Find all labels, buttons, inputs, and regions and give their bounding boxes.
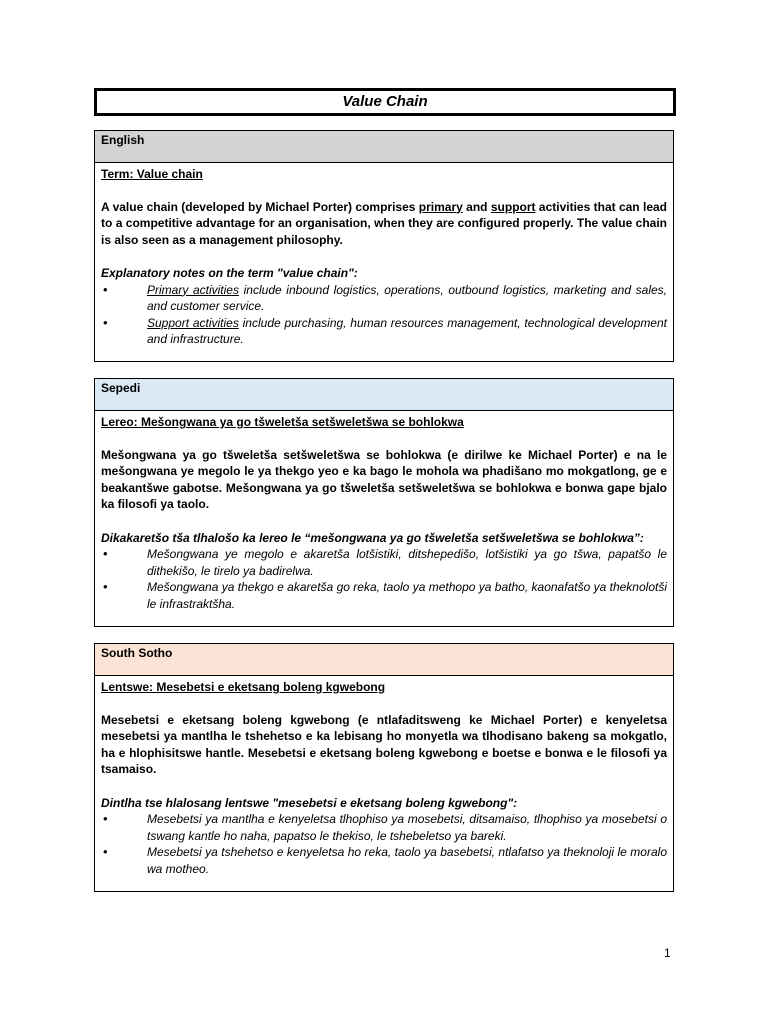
bullet-icon: • — [103, 281, 108, 297]
south-sotho-notes-title: Dintlha tse hlalosang lentswe "mesebetsi e eketsang boleng kgwebong": — [101, 795, 518, 810]
english-header: English — [95, 131, 673, 163]
sepedi-notes-title: Dikakaretšo tša tlhalošo ka lereo le “mešongwana ya go tšweletša setšweletšwa se bohlokwa”: — [101, 530, 644, 545]
bullet-icon: • — [103, 844, 108, 859]
south-sotho-term: Lentswe: Mesebetsi e eketsang boleng kgwebong — [101, 680, 386, 694]
south-sotho-header: South Sotho — [95, 644, 673, 676]
bullet-icon: • — [103, 811, 108, 826]
sepedi-body — [95, 411, 673, 612]
sepedi-header: Sepedi — [95, 379, 673, 411]
sepedi-definition: Mešongwana ya go tšweletša setšweletšwa se bohlokwa (e dirilwe ke Michael Porter) e na le mešongwana ye megolo le ya thekgo yeo e ka bago le mohola wa phadišano mo mokgatlong, ge e beakantšwe gabotse. Mešongwana ya go tšweletša setšweletšwa se bohlokwa e bonwa gape bjalo ka filosofi ya taolo. — [101, 447, 667, 511]
bullet-icon: • — [103, 546, 108, 561]
south-sotho-section — [94, 643, 674, 892]
english-term: Term: Value chain — [101, 167, 203, 181]
list-item: • Mešongwana ye megolo e akaretša lotšistiki, ditshepedišo, lotšistiki ya go tšwa, papatšo le dithekišo, le tirelo ya badirelwa. — [103, 546, 667, 578]
sepedi-section — [94, 378, 674, 627]
english-body — [95, 163, 673, 348]
primary-link-text: primary — [418, 199, 463, 214]
list-item: • Mesebetsi ya mantlha e kenyeletsa tlhophiso ya mosebetsi, ditsamaiso, tlhophiso ya mosebetsi o tswang kantle ho naha, papatso le thekiso, le tshebeletso ya bareki. — [103, 811, 667, 843]
page-number: 1 — [664, 946, 671, 960]
south-sotho-body — [95, 676, 673, 877]
south-sotho-definition: Mesebetsi e eketsang boleng kgwebong (e ntlafaditsweng ke Michael Porter) e kenyeletsa mesebetsi ya mantlha le tshehetso e ka lebisang ho monyetla wa tlhodisano bakeng sa mokgatlo, ha e hlophisitswe hantle. Mesebetsi e eketsang boleng kgwebong e boetse e bonwa e le filosofi ya tsamaiso. — [101, 712, 667, 776]
english-section — [94, 130, 674, 362]
english-notes-title: Explanatory notes on the term "value chain": — [101, 266, 358, 280]
list-item: • Support activities include purchasing, human resources management, technological development and infrastructure. — [103, 314, 667, 346]
bullet-icon: • — [103, 314, 108, 330]
page-title: Value Chain — [94, 88, 676, 116]
list-item: • Primary activities include inbound logistics, operations, outbound logistics, marketing and sales, and customer service. — [103, 281, 668, 313]
list-item: • Mesebetsi ya tshehetso e kenyeletsa ho reka, taolo ya basebetsi, ntlafatso ya theknoloji le moralo wa motheo. — [103, 844, 667, 876]
sepedi-term: Lereo: Mešongwana ya go tšweletša setšweletšwa se bohlokwa — [101, 415, 464, 429]
list-item: • Mešongwana ya thekgo e akaretša go reka, taolo ya methopo ya batho, kaonafatšo ya theknolotši le infrastraktšha. — [103, 579, 667, 611]
bullet-icon: • — [103, 579, 108, 594]
english-definition: A value chain (developed by Michael Porter) comprises primary and support activities that can lead to a competitive advantage for an organisation, when they are configured properly. The value chain is also seen as a management philosophy. — [101, 199, 667, 247]
support-link-text: support — [490, 199, 536, 214]
